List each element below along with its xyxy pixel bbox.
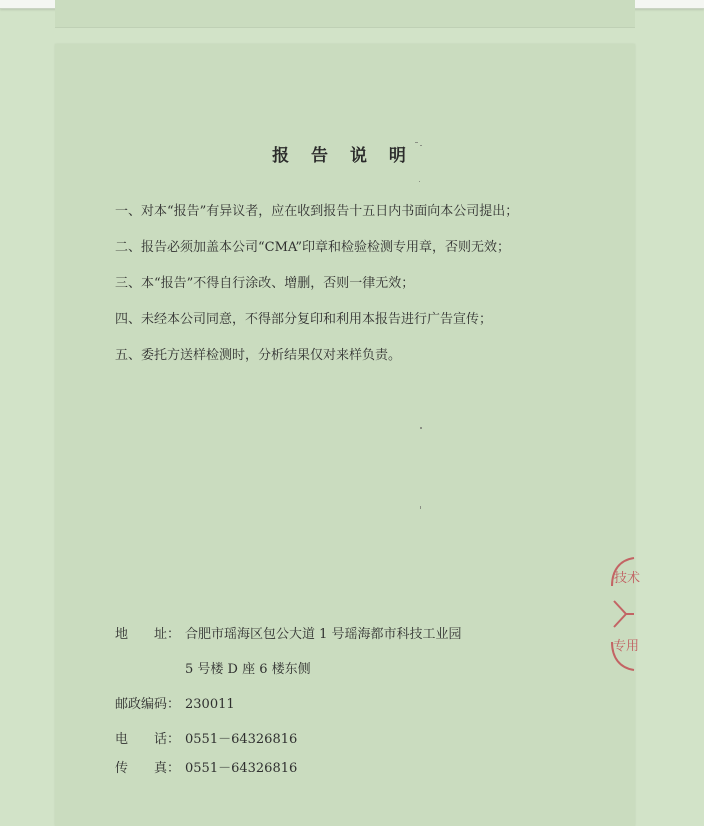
scan-speck	[420, 506, 421, 509]
scan-speck	[419, 181, 420, 182]
address-label: 地 址：	[115, 627, 181, 642]
note-item: 四、未经本公司同意，不得部分复印和利用本报告进行广告宣传；	[115, 312, 493, 327]
seal-graphic	[606, 556, 641, 672]
report-notes-list	[115, 200, 518, 380]
seal-text-top: 技术	[614, 571, 641, 586]
address-line	[115, 623, 462, 642]
postcode-value: 230011	[185, 697, 235, 712]
note-item: 二、报告必须加盖本公司“CMA”印章和检验检测专用章，否则无效；	[115, 240, 511, 255]
address-value: 合肥市瑶海区包公大道 1 号瑶海都市科技工业园	[185, 627, 462, 642]
phone-value: 0551－64326816	[185, 732, 298, 747]
address-value-2: 5 号楼 D 座 6 楼东侧	[185, 662, 311, 677]
address-line-2	[185, 658, 311, 677]
previous-page-edge	[55, 0, 635, 28]
inspection-seal-stamp	[606, 556, 641, 672]
fax-value: 0551－64326816	[185, 761, 298, 776]
report-title: 报 告 说 明	[272, 146, 414, 166]
note-item: 五、委托方送样检测时，分析结果仅对来样负责。	[115, 348, 402, 363]
scan-speck	[420, 427, 422, 429]
postcode-label: 邮政编码：	[115, 697, 181, 712]
seal-text-bottom: 专用	[613, 639, 640, 654]
postcode-line	[115, 693, 235, 712]
note-item: 一、对本“报告”有异议者，应在收到报告十五日内书面向本公司提出；	[115, 204, 519, 219]
phone-label: 电 话：	[115, 732, 181, 747]
note-item: 三、本“报告”不得自行涂改、增删，否则一律无效；	[115, 276, 415, 291]
fax-label: 传 真：	[115, 761, 181, 776]
fax-line	[115, 757, 297, 776]
phone-line	[115, 728, 297, 747]
